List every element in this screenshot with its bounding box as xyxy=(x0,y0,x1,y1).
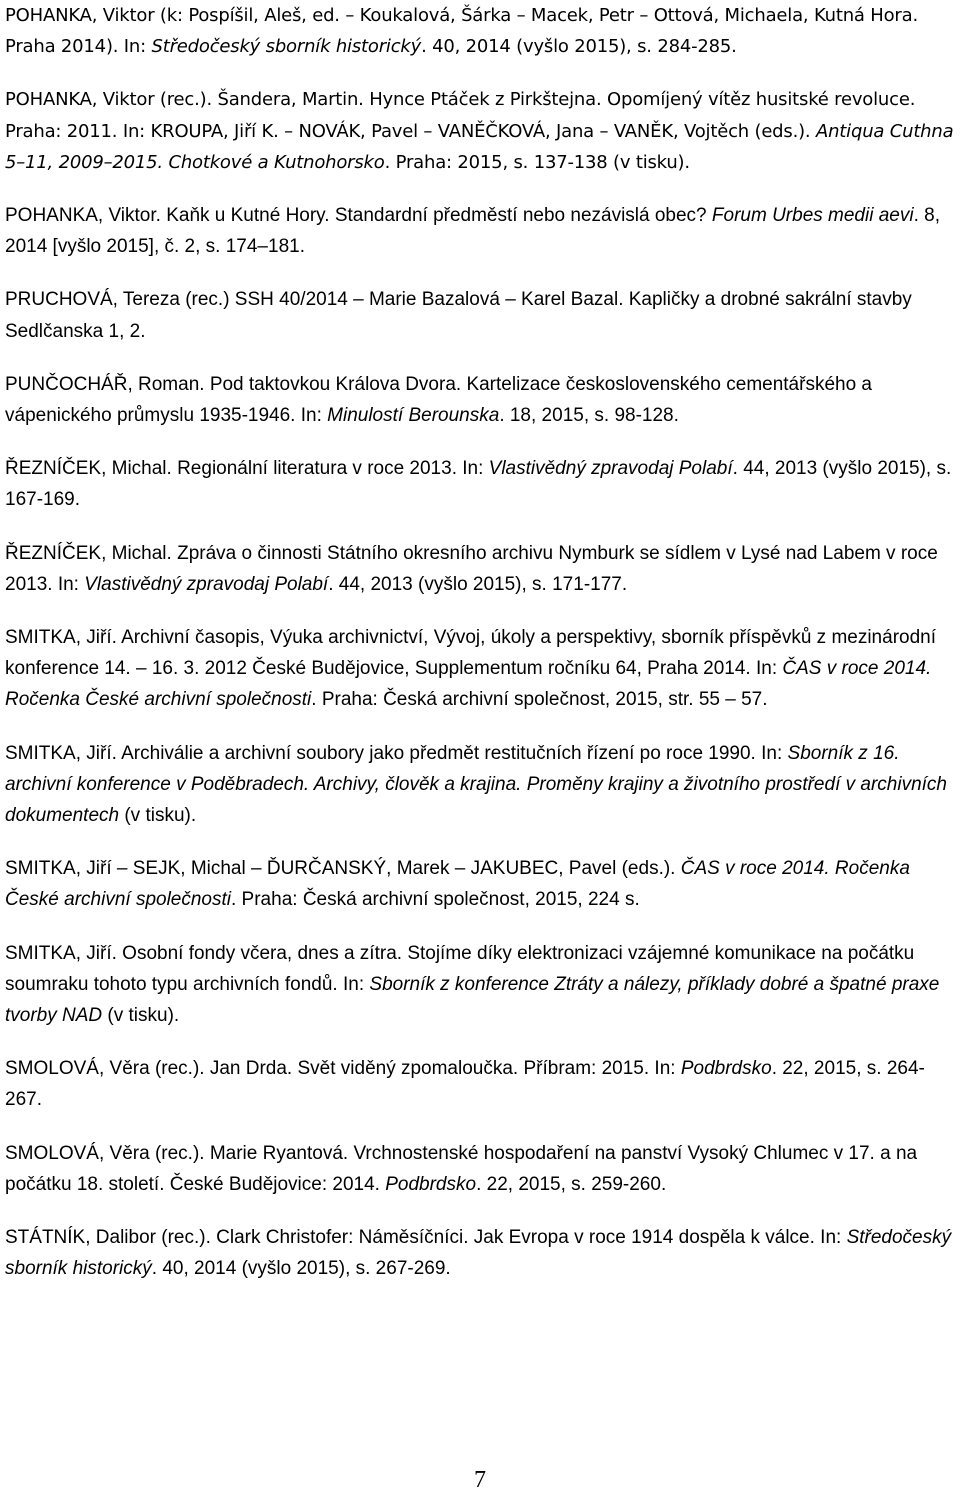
bibliography-entry: ŘEZNÍČEK, Michal. Regionální literatura v roce 2013. In: Vlastivědný zpravodaj Polabí. 44, 2013 (vyšlo 2015), s. 167-169. xyxy=(5,458,952,511)
bibliography-entry: STÁTNÍK, Dalibor (rec.). Clark Christofer: Náměsíčníci. Jak Evropa v roce 1914 dospěla k válce. In: Středočeský sborník historický. 40, 2014 (vyšlo 2015), s. 267-269. xyxy=(5,1227,952,1280)
bibliography-entry: SMITKA, Jiří. Archiválie a archivní soubory jako předmět restitučních řízení po roce 1990. In: Sborník z 16. archivní konference v Poděbradech. Archivy, člověk a krajina. Proměny krajiny a životního prostředí v archivních dokumentech (v tisku). xyxy=(5,742,947,827)
bibliography-entry: SMITKA, Jiří – SEJK, Michal – ĎURČANSKÝ, Marek – JAKUBEC, Pavel (eds.). ČAS v roce 2014. Ročenka České archivní společnosti. Praha: Česká archivní společnost, 2015, 224 s. xyxy=(5,858,910,911)
bibliography-entry: PRUCHOVÁ, Tereza (rec.) SSH 40/2014 – Marie Bazalová – Karel Bazal. Kapličky a drobné sakrální stavby Sedlčanska 1, 2. xyxy=(5,289,912,342)
bibliography-entry: SMITKA, Jiří. Archivní časopis, Výuka archivnictví, Vývoj, úkoly a perspektivy, sborník příspěvků z mezinárodní konference 14. – 16. 3. 2012 České Budějovice, Supplementum ročníku 64, Praha 2014. In: ČAS v roce 2014. Ročenka České archivní společnosti. Praha: Česká archivní společnost, 2015, str. 55 – 57. xyxy=(5,627,936,711)
bibliography-entry: POHANKA, Viktor (rec.). Šandera, Martin. Hynce Ptáček z Pirkštejna. Opomíjený vítěz husitské revoluce. Praha: 2011. In: KROUPA, Jiří K. – NOVÁK, Pavel – VANĚČKOVÁ, Jana – VANĚK, Vojtěch (eds.). Antiqua Cuthna 5–11, 2009–2015. Chotkové a Kutnohorsko. Praha: 2015, s. 137-138 (v tisku). xyxy=(5,89,954,173)
bibliography-entry: SMOLOVÁ, Věra (rec.). Marie Ryantová. Vrchnostenské hospodaření na panství Vysoký Chlumec v 17. a na počátku 18. století. České Budějovice: 2014. Podbrdsko. 22, 2015, s. 259-260. xyxy=(5,1142,918,1195)
bibliography-entry: POHANKA, Viktor (k: Pospíšil, Aleš, ed. – Koukalová, Šárka – Macek, Petr – Ottová, Michaela, Kutná Hora. Praha 2014). In: Středočeský sborník historický. 40, 2014 (vyšlo 2015), s. 284-285. xyxy=(5,5,918,58)
bibliography-list xyxy=(5,0,957,1307)
page-number: 7 xyxy=(474,1467,486,1493)
bibliography-entry: PUNČOCHÁŘ, Roman. Pod taktovkou Králova Dvora. Kartelizace československého cementářského a vápenického průmyslu 1935-1946. In: Minulostí Berounska. 18, 2015, s. 98-128. xyxy=(5,373,872,427)
bibliography-entry: ŘEZNÍČEK, Michal. Zpráva o činnosti Státního okresního archivu Nymburk se sídlem v Lysé nad Labem v roce 2013. In: Vlastivědný zpravodaj Polabí. 44, 2013 (vyšlo 2015), s. 171-177. xyxy=(5,542,938,595)
bibliography-entry: SMOLOVÁ, Věra (rec.). Jan Drda. Svět viděný zpomaloučka. Příbram: 2015. In: Podbrdsko. 22, 2015, s. 264-267. xyxy=(5,1058,925,1111)
bibliography-entry: SMITKA, Jiří. Osobní fondy včera, dnes a zítra. Stojíme díky elektronizaci vzájemné komunikace na počátku soumraku tohoto typu archivních fondů. In: Sborník z konference Ztráty a nálezy, příklady dobré a špatné praxe tvorby NAD (v tisku). xyxy=(5,942,940,1027)
bibliography-entry: POHANKA, Viktor. Kaňk u Kutné Hory. Standardní předměstí nebo nezávislá obec? Forum Urbes medii aevi. 8, 2014 [vyšlo 2015], č. 2, s. 174–181. xyxy=(5,205,940,258)
